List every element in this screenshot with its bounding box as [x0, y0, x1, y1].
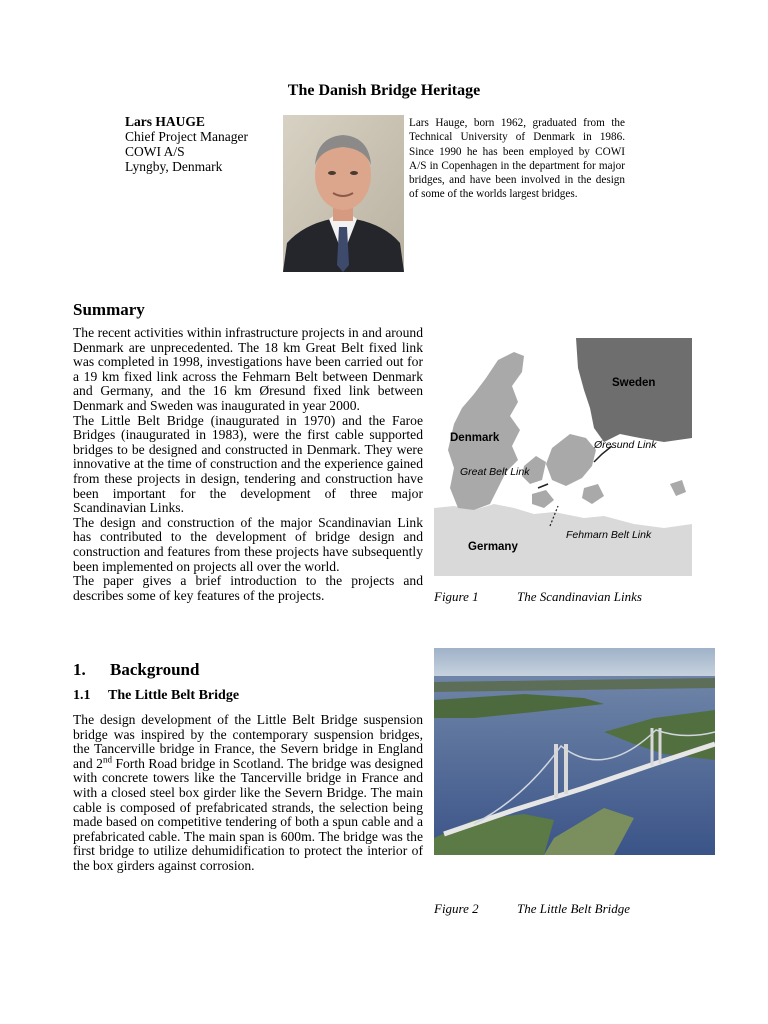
little-belt-body — [73, 713, 423, 874]
little-belt-paragraph — [73, 713, 423, 874]
map-label-denmark: Denmark — [450, 432, 500, 444]
map-label-great-belt: Great Belt Link — [460, 466, 530, 478]
author-block — [125, 114, 275, 174]
figure-2-caption — [434, 901, 630, 917]
summary-paragraph: The recent activities within infrastructure projects in and around Denmark are unprecedented. The 18 km Great Belt fixed link was completed in 1998, investigations have been carried out for a 19 km fixed link across the Fehmarn Belt between Denmark and Germany, and the 16 km Øresund fixed link between Denmark and Sweden was inaugurated in year 2000. — [73, 325, 423, 413]
paragraph-text-b: Forth Road bridge in Scotland. The bridge was designed with concrete towers like the Tancerville bridge in France and with a closed steel box girder like the Severn Bridge. The main cable is composed of prefabricated strands, the selection being made based on competitive tendering of both a spun cable and a prefabricated cable. The main span is 600m. The bridge was the first bridge to utilize dehumidification to protect the interior of the box girders against corrosion. — [73, 755, 423, 873]
author-location: Lyngby, Denmark — [125, 159, 223, 174]
subsection-heading — [73, 688, 239, 704]
figure-caption-text: The Scandinavian Links — [517, 589, 642, 604]
figure-caption-text: The Little Belt Bridge — [517, 901, 631, 916]
figure-1-caption — [434, 589, 642, 605]
author-position: Chief Project Manager — [125, 129, 248, 144]
subsection-title: The Little Belt Bridge — [108, 688, 240, 703]
summary-paragraph: The Little Belt Bridge (inaugurated in 1970) and the Faroe Bridges (inaugurated in 1983), were the first cable supported bridges to be designed and constructed in Denmark. They were innovative at the time of construction and the experience gained from these projects in design, tendering and construction have been important for the development of three major Scandinavian Links. — [73, 412, 423, 516]
figure-label: Figure 1 — [434, 589, 479, 604]
summary-paragraph: The design and construction of the major Scandinavian Link has contributed to the development of bridge design and construction and features from these projects have subsequently been implemented on projects all over the world. — [73, 514, 423, 574]
ordinal-suffix: nd — [102, 754, 112, 765]
author-photo — [283, 115, 404, 272]
map-label-sweden: Sweden — [612, 377, 656, 389]
summary-body — [73, 326, 423, 603]
figure-label: Figure 2 — [434, 901, 479, 916]
section-title: Background — [110, 660, 200, 679]
map-label-oresund: Øresund Link — [594, 439, 657, 451]
map-label-fehmarn: Fehmarn Belt Link — [566, 529, 652, 541]
subsection-number: 1.1 — [73, 688, 91, 703]
section-number: 1. — [73, 660, 86, 679]
scandinavian-links-map — [434, 338, 692, 576]
author-name: Lars HAUGE — [125, 114, 205, 129]
paragraph-text-a: The design development of the Little Belt Bridge suspension bridge was inspired by the contemporary suspension bridges, the Tancerville bridge in France, the Severn bridge in England and 2 — [73, 712, 423, 771]
map-label-germany: Germany — [468, 541, 518, 553]
author-bio: Lars Hauge, born 1962, graduated from the Technical University of Denmark in 1986. Since 1990 he has been employed by COWI A/S in Copenhagen in the department for major bridges, and have been involved in the design of some of the worlds largest bridges. — [409, 117, 625, 201]
summary-heading: Summary — [73, 300, 145, 319]
page-title: The Danish Bridge Heritage — [287, 82, 481, 99]
little-belt-bridge-photo — [434, 648, 715, 855]
section-heading-background — [73, 660, 199, 680]
author-company: COWI A/S — [125, 144, 185, 159]
summary-paragraph: The paper gives a brief introduction to the projects and describes some of key features of the projects. — [73, 573, 423, 603]
